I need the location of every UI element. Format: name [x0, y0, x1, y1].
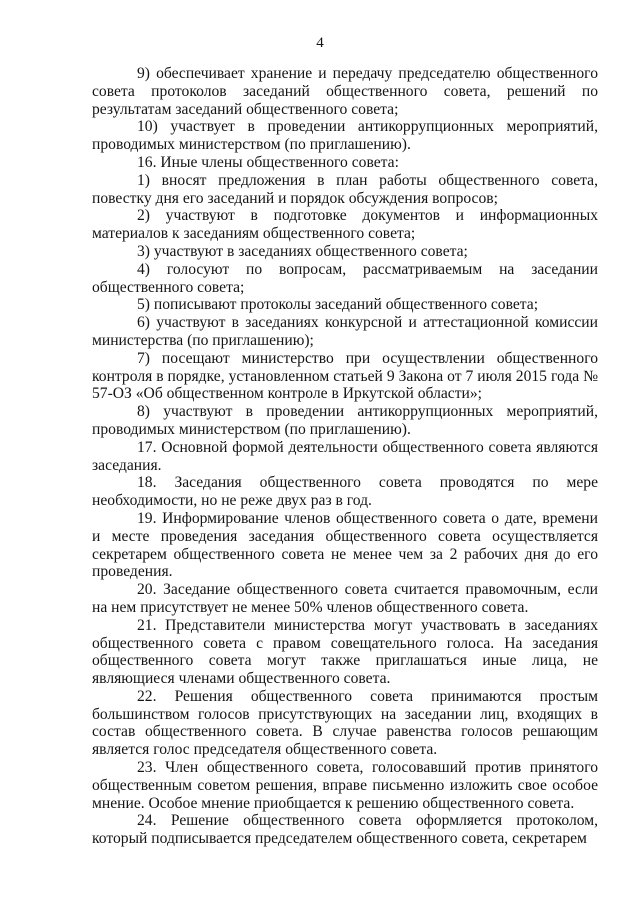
paragraph: 9) обеспечивает хранение и передачу председателю общественного совета протоколов заседаний общественного совета, решений по результатам заседаний общественного совета;	[92, 65, 598, 118]
paragraph: 24. Решение общественного совета оформляется протоколом, который подписывается председателем общественного совета, секретарем	[92, 812, 598, 848]
paragraph: 2) участвуют в подготовке документов и информационных материалов к заседаниям общественного совета;	[92, 207, 598, 243]
paragraph: 18. Заседания общественного совета проводятся по мере необходимости, но не реже двух раз в год.	[92, 474, 598, 510]
paragraph: 1) вносят предложения в план работы общественного совета, повестку дня его заседаний и порядок обсуждения вопросов;	[92, 171, 598, 207]
paragraph: 7) посещают министерство при осуществлении общественного контроля в порядке, установленном статьей 9 Закона от 7 июля 2015 года № 57-ОЗ «Об общественном контроле в Иркутской области»;	[92, 349, 598, 403]
paragraph: 17. Основной формой деятельности общественного совета являются заседания.	[92, 438, 598, 474]
paragraph: 5) пописывают протоколы заседаний общественного совета;	[137, 296, 539, 314]
paragraph: 8) участвуют в проведении антикоррупционных мероприятий, проводимых министерством (по приглашению).	[92, 403, 598, 438]
paragraph: 20. Заседание общественного совета считается правомочным, если на нем присутствует не менее 50% членов общественного совета.	[92, 581, 598, 616]
paragraph: 16. Иные члены общественного совета:	[137, 153, 399, 171]
paragraph: 21. Представители министерства могут участвовать в заседаниях общественного совета с правом совещательного голоса. На заседания общественного совета могут также приглашаться иные лица, не являющиеся членами общественного совета.	[92, 616, 598, 688]
paragraph: 10) участвует в проведении антикоррупционных мероприятий, проводимых министерством (по приглашению).	[92, 118, 598, 154]
paragraph: 6) участвуют в заседаниях конкурсной и аттестационной комиссии министерства (по приглашению);	[92, 314, 598, 349]
paragraph: 22. Решения общественного совета принимаются простым большинством голосов присутствующих на заседании лиц, входящих в состав общественного совета. В случае равенства голосов решающим является голос председателя общественного совета.	[92, 687, 598, 759]
paragraph: 4) голосуют по вопросам, рассматриваемым на заседании общественного совета;	[92, 260, 598, 296]
paragraph: 23. Член общественного совета, голосовавший против принятого общественным советом решения, вправе письменно изложить свое особое мнение. Особое мнение приобщается к решению общественного совета.	[92, 759, 598, 812]
paragraph: 19. Информирование членов общественного совета о дате, времени и месте проведения заседания общественного совета осуществляется секретарем общественного совета не менее чем за 2 рабочих дня до его проведения.	[92, 509, 598, 581]
page-number: 4	[316, 35, 324, 51]
paragraph: 3) участвуют в заседаниях общественного совета;	[137, 242, 468, 260]
document-body	[92, 65, 598, 848]
